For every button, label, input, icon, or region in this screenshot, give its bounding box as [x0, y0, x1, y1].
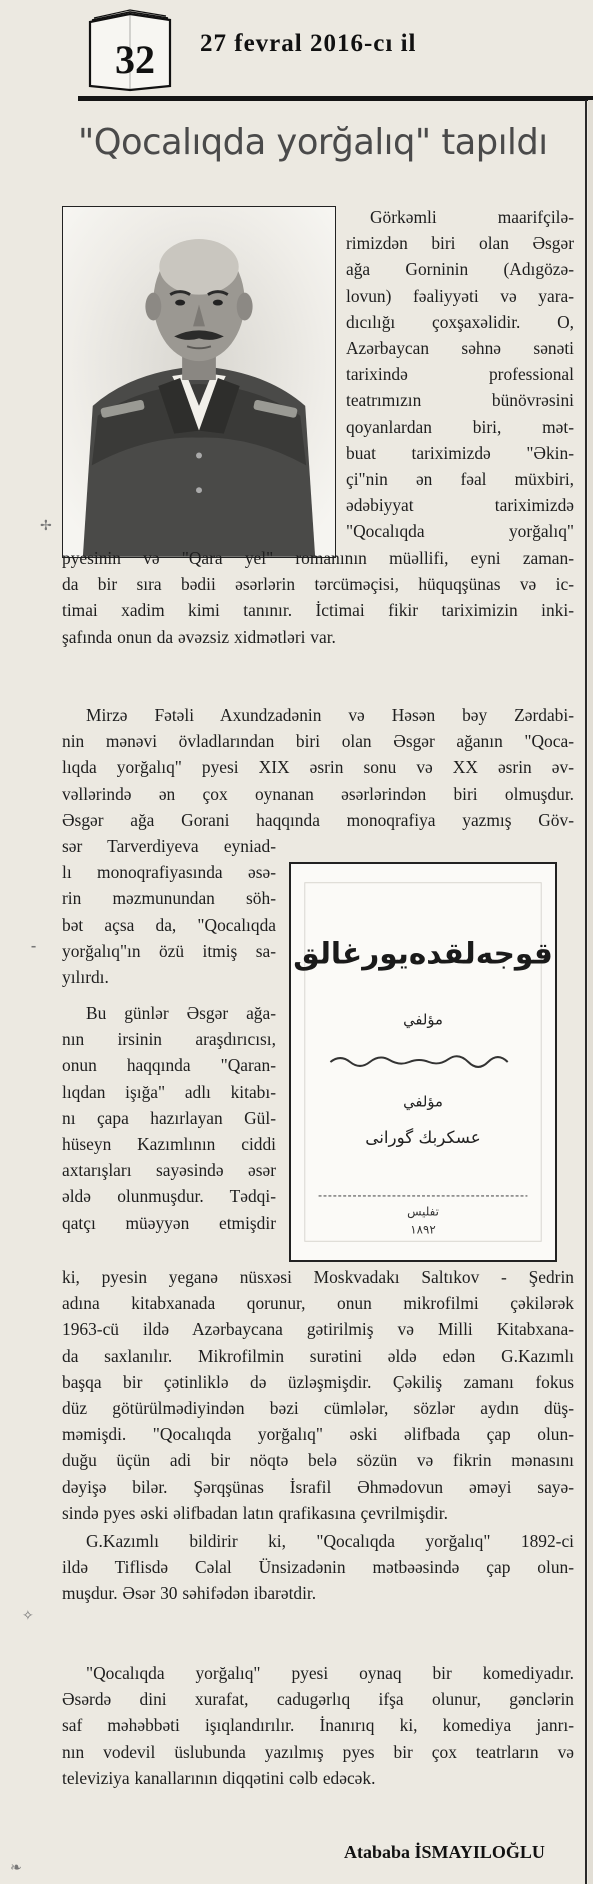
- text-line: 1963-cü ildə Azərbaycana gətirilmiş və Milli Kitabxana-: [62, 1319, 574, 1340]
- text-line: da saxlanılır. Mikrofilmin surətini əldə edən G.Kazımlı: [62, 1345, 574, 1366]
- facsimile-title: قوجه‌لقده‌يورغالق: [293, 936, 553, 971]
- text-line: saf məhəbbəti işıqlandırılır. İnanırıq ki, komediya janrı-: [62, 1715, 574, 1736]
- text-line: ağa Gorninin (Adıgözə-: [346, 259, 574, 280]
- text-line: nın irsinin araşdırıcısı,: [62, 1029, 276, 1050]
- text-line: muşdur. Əsər 30 səhifədən ibarətdir.: [62, 1583, 317, 1604]
- page-number: 32: [115, 37, 155, 82]
- text-line: lıqda yorğalıq" pyesi XIX əsrin sonu və XX əsrin əv-: [62, 757, 574, 778]
- text-line: dıcılığı çoxşaxəlidir. O,: [346, 311, 574, 332]
- paragraph-2-beside-facsimile: [62, 833, 276, 990]
- text-line: qoyanlardan biri, mət-: [346, 416, 574, 437]
- text-line: nı çapa hazırlayan Gül-: [62, 1107, 276, 1128]
- paragraph-2: [62, 702, 574, 833]
- facsimile-line-3: مؤلفي: [403, 1093, 443, 1111]
- text-line: Azərbaycan səhnə sənəti: [346, 338, 574, 359]
- text-line: lıqdan işığa" adlı kitabı-: [62, 1081, 276, 1102]
- facsimile-city: تفليس: [407, 1204, 439, 1219]
- text-line: başqa bir çətinliklə də üzləşmişdir. Çəkiliş zamanı fokus: [62, 1371, 574, 1392]
- text-line: hüseyn Kazımlının ciddi: [62, 1134, 276, 1155]
- book-cover-facsimile-icon: [291, 864, 555, 1260]
- portrait-photo: [62, 206, 336, 558]
- text-line: tarixində professional: [346, 364, 574, 385]
- text-line: qatçı müəyyən etmişdir: [62, 1212, 276, 1233]
- text-line: ədəbiyyat tariximizdə: [346, 495, 574, 516]
- text-line: çi"nin ən fəal müxbiri,: [346, 469, 574, 490]
- text-line: rin məzmunundan söh-: [62, 888, 276, 909]
- text-line: ildə Tiflisdə Cəlal Ünsizadənin mətbəəsində çap olun-: [62, 1557, 574, 1578]
- text-line: rimizdən biri olan Əsgər: [346, 233, 574, 254]
- paragraph-4: [62, 1528, 574, 1607]
- text-line: sər Tarverdiyeva eyniad-: [62, 836, 276, 856]
- text-line: televiziya kanallarının diqqətini cəlb edəcək.: [62, 1767, 376, 1788]
- paragraph-3-continuation: [62, 1264, 574, 1526]
- text-line: nin mənəvi övladlarından biri olan Əsgər ağanın "Qoca-: [62, 731, 574, 752]
- text-line: teatrımızın bünövrəsini: [346, 390, 574, 411]
- text-line: şafında onun da əvəzsiz xidmətləri var.: [62, 626, 336, 647]
- article-title: "Qocalıqda yorğalıq" tapıldı: [78, 122, 548, 163]
- text-line: Mirzə Fətəli Axundzadənin və Həsən bəy Zərdabi-: [86, 705, 574, 725]
- text-line: onun haqqında "Qaran-: [62, 1055, 276, 1076]
- issue-date: 27 fevral 2016-cı il: [200, 30, 417, 57]
- print-speck-icon: ✢: [40, 518, 52, 534]
- paragraph-1-continuation: [62, 545, 574, 650]
- text-line: adına kitabxanada qorunur, onun mikrofilmi çəkilərək: [62, 1293, 574, 1314]
- text-line: da bir sıra bədii əsərlərin tərcüməçisi, hüquqşünas və ic-: [62, 574, 574, 595]
- text-line: məmişdi. "Qocalıqda yorğalıq" əski əlifbada çap olun-: [62, 1424, 574, 1445]
- paragraph-3-beside-facsimile: [62, 1000, 276, 1236]
- text-line: düz götürülmədiyindən bəzi cümlələr, sözlər aydın düş-: [62, 1398, 574, 1419]
- author-byline: Atababa İSMAYILOĞLU: [344, 1842, 545, 1862]
- text-line: duğu üçün adi bir nöqtə belə sözün və fikrin mənasını: [62, 1450, 574, 1471]
- text-line: əldə olunmuşdur. Tədqi-: [62, 1186, 276, 1207]
- text-line: lı monoqrafiyasında əsə-: [62, 862, 276, 883]
- paragraph-5: [62, 1660, 574, 1791]
- text-line: Əsərdə dini xurafat, cadugərlıq ifşa olunur, gənclərin: [62, 1689, 574, 1710]
- text-line: pyesinin və "Qara yel" romanının müəllifi, eyni zaman-: [62, 548, 574, 568]
- text-line: bət açsa da, "Qocalıqda: [62, 914, 276, 935]
- facsimile-author: عسكربك گورانى: [365, 1126, 481, 1147]
- text-line: vəllərində ən çox oynanan əsərlərindən biri olmuşdur.: [62, 783, 574, 804]
- text-line: Görkəmli maarifçilə-: [370, 207, 574, 227]
- paragraph-1-beside-portrait: [346, 204, 574, 545]
- text-line: Əsgər ağa Gorani haqqında monoqrafiya yazmış Göv-: [62, 809, 574, 830]
- text-line: axtarışları sayəsində əsər: [62, 1160, 276, 1181]
- text-line: dəyişə bilər. Şərqşünas İsrafil Əhmədovun əməyi sayə-: [62, 1476, 574, 1497]
- column-divider: [585, 100, 587, 1884]
- print-speck-icon: ❧: [10, 1860, 22, 1876]
- text-line: ki, pyesin yeganə nüsxəsi Moskvadakı Saltıkov - Şedrin: [62, 1267, 574, 1287]
- text-line: nın vodevil üslubunda yazılmış pyes bir çox teatrların və: [62, 1741, 574, 1762]
- header-rule: [78, 96, 593, 101]
- neighbor-column-edge: [588, 100, 593, 1884]
- text-line: "Qocalıqda yorğalıq" pyesi oynaq bir komediyadır.: [86, 1663, 574, 1683]
- print-speck-icon: ✧: [22, 1608, 34, 1624]
- book-cover-facsimile: [289, 862, 557, 1262]
- text-line: lovun) fəaliyyəti və yara-: [346, 285, 574, 306]
- facsimile-year: ١٨٩٢: [410, 1222, 436, 1237]
- text-line: yılırdı.: [62, 967, 109, 988]
- text-line: "Qocalıqda yorğalıq": [346, 521, 574, 542]
- text-line: Bu günlər Əsgər ağa-: [86, 1003, 276, 1023]
- print-speck-icon: ⁃: [30, 940, 37, 956]
- text-line: G.Kazımlı bildirir ki, "Qocalıqda yorğalıq" 1892-ci: [86, 1531, 574, 1551]
- portrait-photo-icon: [63, 207, 335, 557]
- text-line: buat tariximizdə "Əkin-: [346, 442, 574, 463]
- text-line: timai xadim kimi tanınır. İctimai fikir tariximizin inki-: [62, 600, 574, 621]
- facsimile-line-2: مؤلفي: [403, 1011, 443, 1029]
- text-line: sində pyes əski əlifbadan latın qrafikasına çevrilmişdir.: [62, 1502, 448, 1523]
- text-line: yorğalıq"ın özü itmiş sa-: [62, 940, 276, 961]
